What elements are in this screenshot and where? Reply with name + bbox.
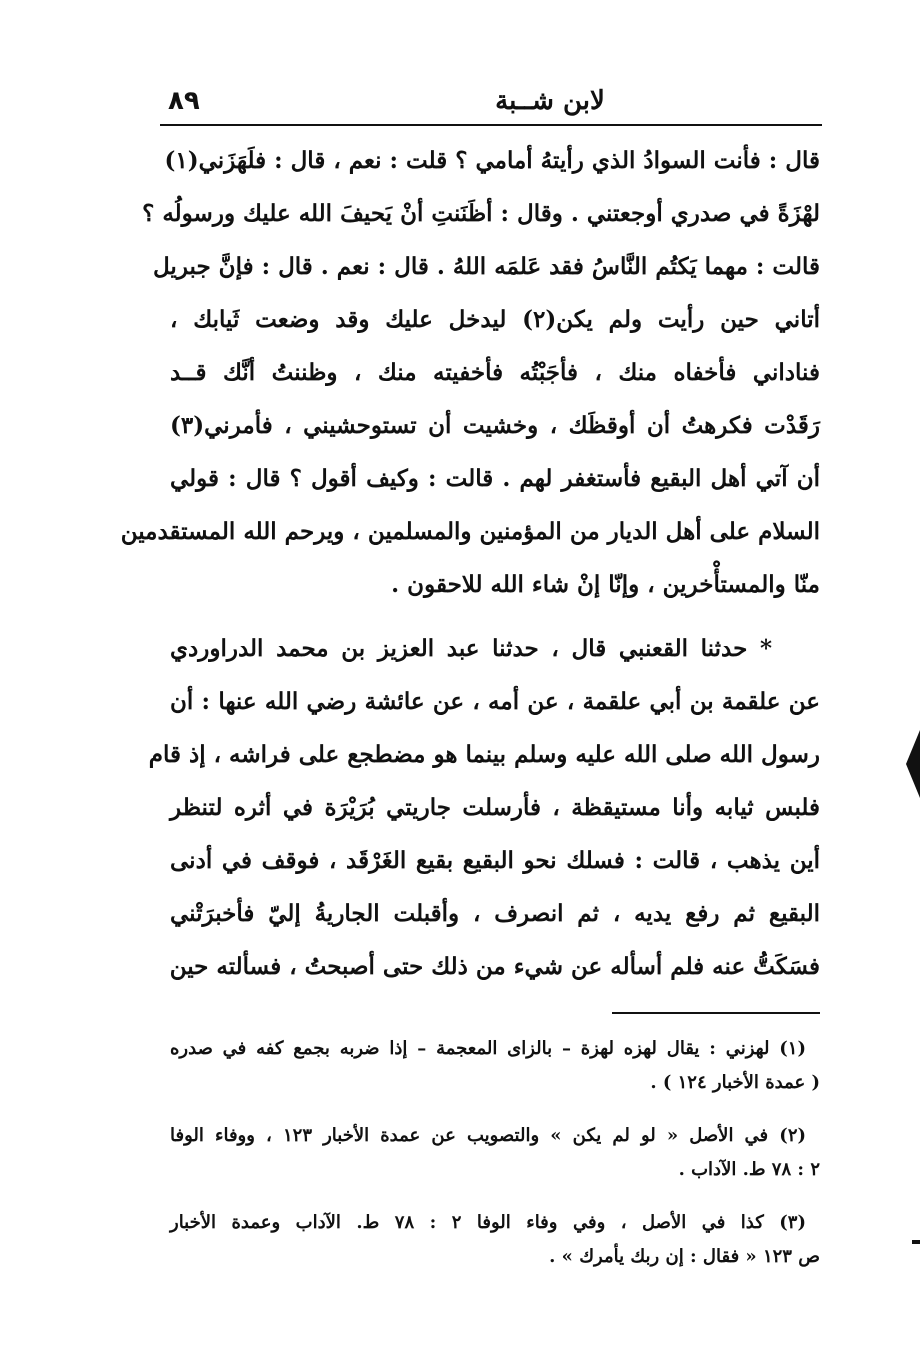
footnote-line: (٣) كذا في الأصل ، وفي وفاء الوفا ٢ : ٧٨ ط. الآداب وعمدة الأخبار	[170, 1212, 806, 1233]
footnote-2	[170, 1119, 820, 1187]
footnote-rule	[612, 1012, 820, 1014]
text-line: قالت : مهما يَكتُم النَّاسُ فقد عَلمَه اللهُ . قال : نعم . قال : فإنَّ جبريل	[153, 253, 820, 280]
text-line: فسَكَتُّ عنه فلم أسأله عن شيء من ذلك حتى أصبحتُ ، فسألته حين	[169, 953, 820, 980]
text-line: * حدثنا القعنبي قال ، حدثنا عبد العزيز بن محمد الدراوردي	[170, 635, 772, 662]
paragraph-2	[148, 622, 820, 993]
scan-edge-mark	[906, 730, 920, 798]
footnote-1	[170, 1032, 820, 1100]
text-line: أتاني حين رأيت ولم يكن(٢) ليدخل عليك وقد وضعت ثَيابك ،	[170, 306, 821, 333]
footnote-line: (١) لهزني : يقال لهزه لهزة – بالزاى المعجمة – إذا ضربه بجمع كفه في صدره	[170, 1038, 806, 1059]
footnote-line: ٢ : ٧٨ ط. الآداب .	[678, 1159, 820, 1180]
text-line: قال : فأنت السوادُ الذي رأيتهُ أمامي ؟ قلت : نعم ، قال : فلَهَزَني(١)	[164, 147, 820, 174]
text-line: لهْزَةً في صدري أوجعتني . وقال : أظَنَنتِ أنْ يَحيفَ الله عليك ورسولُه ؟	[142, 200, 820, 227]
running-title: لابن شــبة	[495, 86, 605, 116]
text-line: فناداني فأخفاه منك ، فأجَبْتُه فأخفيته منك ، وظننتُ أنَّك قــد	[170, 359, 820, 386]
text-line: أن آتي أهل البقيع فأستغفر لهم . قالت : وكيف أقول ؟ قال : قولي	[170, 465, 820, 492]
page-number: ٨٩	[168, 86, 200, 116]
text-line: عن علقمة بن أبي علقمة ، عن أمه ، عن عائشة رضي الله عنها : أن	[170, 688, 820, 715]
text-line: فلبس ثيابه وأنا مستيقظة ، فأرسلت جاريتي بُرَيْرَة في أثره لتنظر	[170, 794, 820, 821]
footnote-line: (٢) في الأصل « لو لم يكن » والتصويب عن عمدة الأخبار ١٢٣ ، ووفاء الوفا	[170, 1125, 807, 1146]
paragraph-1	[120, 134, 821, 611]
text-line: البقيع ثم رفع يديه ، ثم انصرف ، وأقبلت الجاريةُ إليّ فأخبرَتْني	[170, 900, 820, 927]
text-line: السلام على أهل الديار من المؤمنين والمسلمين ، ويرحم الله المستقدمين	[120, 518, 820, 545]
header-rule	[160, 124, 822, 126]
page-header	[160, 86, 820, 124]
footnote-line: ( عمدة الأخبار ١٢٤ ) .	[650, 1072, 820, 1093]
text-line: رَقَدْت فكرهتُ أن أوقظَك ، وخشيت أن تستوحشيني ، فأمرني(٣)	[170, 412, 820, 439]
text-line: رسول الله صلى الله عليه وسلم بينما هو مضطجع على فراشه ، إذ قام	[148, 741, 820, 768]
footnotes	[170, 1032, 820, 1274]
text-line: منّا والمستأْخرين ، وإنّا إنْ شاء الله للاحقون .	[391, 571, 820, 598]
footnote-line: ص ١٢٣ « فقال : إن ربك يأمرك » .	[549, 1246, 820, 1267]
footnote-3	[170, 1206, 820, 1274]
scan-edge-mark	[912, 1240, 920, 1244]
text-line: أين يذهب ، قالت : فسلك نحو البقيع بقيع الغَرْقَد ، فوقف في أدنى	[170, 847, 820, 874]
